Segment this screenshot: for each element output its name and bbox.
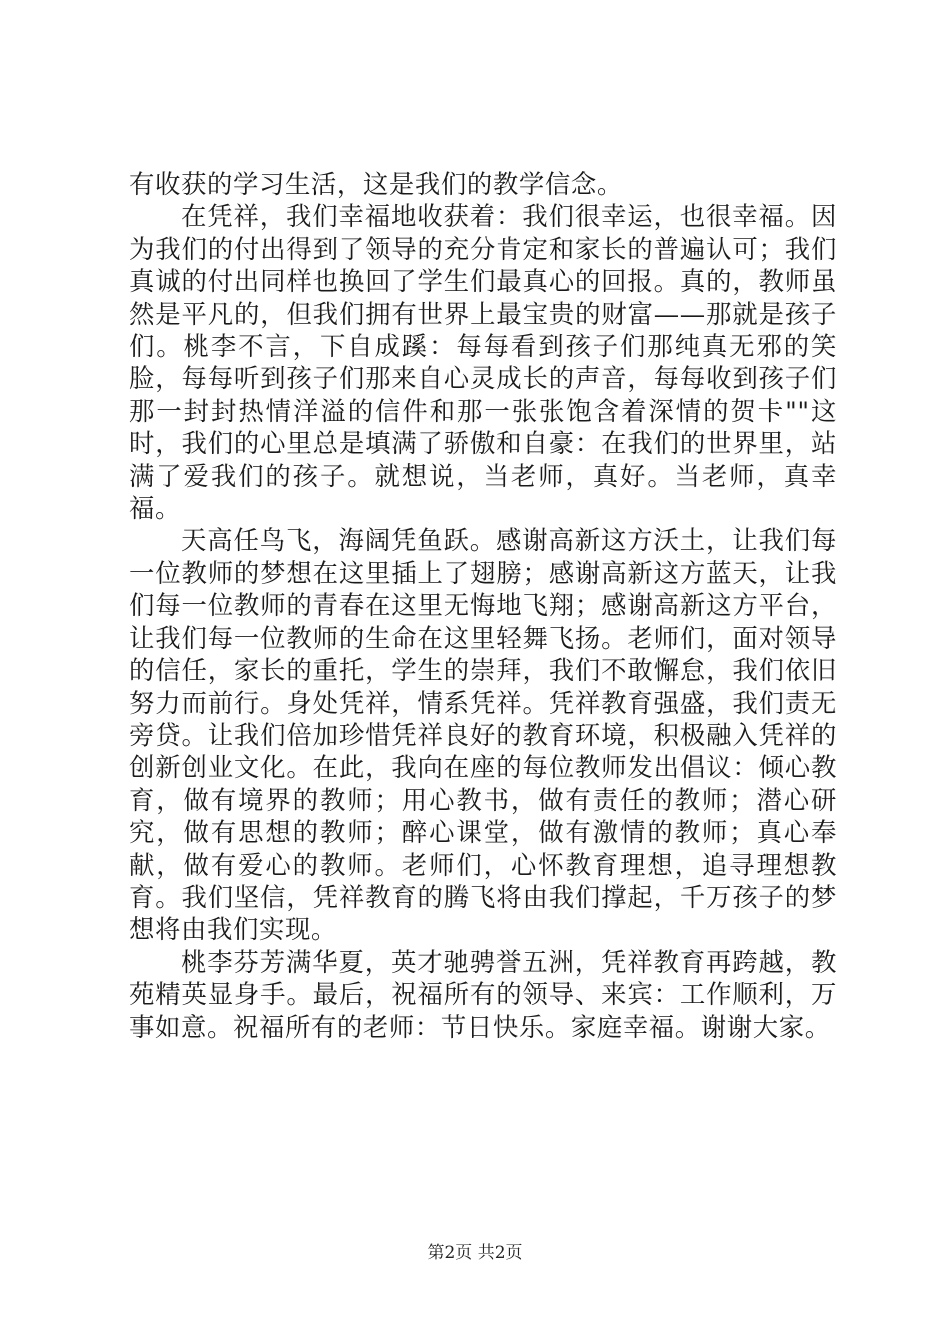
document-body: [129, 168, 837, 1043]
paragraph-4: 桃李芬芳满华夏，英才驰骋誉五洲，凭祥教育再跨越，教苑精英显身手。最后，祝福所有的领导、来宾：工作顺利，万事如意。祝福所有的老师：节日快乐。家庭幸福。谢谢大家。: [129, 946, 837, 1042]
paragraph-2: 在凭祥，我们幸福地收获着：我们很幸运，也很幸福。因为我们的付出得到了领导的充分肯定和家长的普遍认可；我们真诚的付出同样也换回了学生们最真心的回报。真的，教师虽然是平凡的，但我们拥有世界上最宝贵的财富——那就是孩子们。桃李不言，下自成蹊：每每看到孩子们那纯真无邪的笑脸，每每听到孩子们那来自心灵成长的声音，每每收到孩子们那一封封热情洋溢的信件和那一张张饱含着深情的贺卡""这时，我们的心里总是填满了骄傲和自豪：在我们的世界里，站满了爱我们的孩子。就想说，当老师，真好。当老师，真幸福。: [129, 201, 837, 524]
paragraph-3: 天高任鸟飞，海阔凭鱼跃。感谢高新这方沃土，让我们每一位教师的梦想在这里插上了翅膀；感谢高新这方蓝天，让我们每一位教师的青春在这里无悔地飞翔；感谢高新这方平台，让我们每一位教师的生命在这里轻舞飞扬。老师们，面对领导的信任，家长的重托，学生的崇拜，我们不敢懈怠，我们依旧努力而前行。身处凭祥，情系凭祥。凭祥教育强盛，我们责无旁贷。让我们倍加珍惜凭祥良好的教育环境，积极融入凭祥的创新创业文化。在此，我向在座的每位教师发出倡议：倾心教育，做有境界的教师；用心教书，做有责任的教师；潜心研究，做有思想的教师；醉心课堂，做有激情的教师；真心奉献，做有爱心的教师。老师们，心怀教育理想，追寻理想教育。我们坚信，凭祥教育的腾飞将由我们撑起，千万孩子的梦想将由我们实现。: [129, 525, 837, 945]
page-number-footer: 第2页 共2页: [427, 1243, 523, 1263]
paragraph-1: 有收获的学习生活，这是我们的教学信念。: [129, 169, 623, 199]
